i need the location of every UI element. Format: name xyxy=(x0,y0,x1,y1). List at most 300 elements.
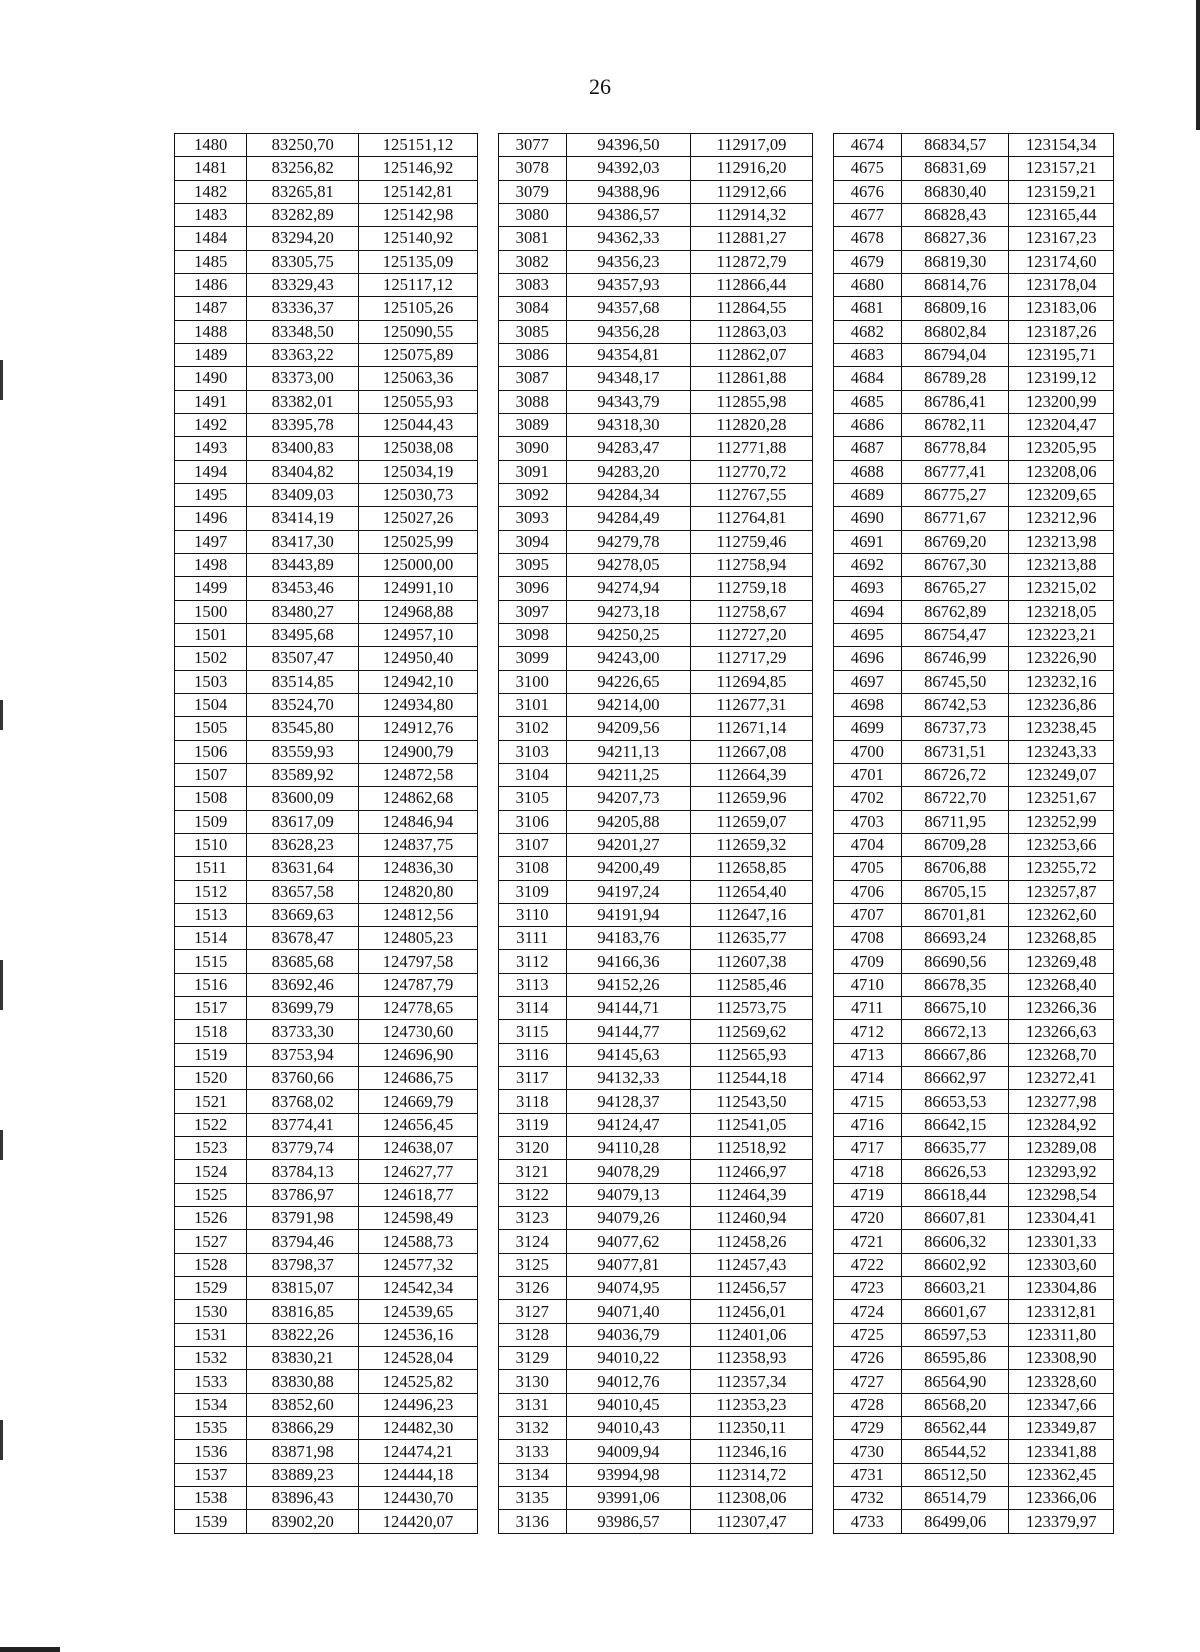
table-row xyxy=(175,1440,1114,1463)
y-coordinate-cell: 125000,00 xyxy=(359,553,478,576)
y-coordinate-cell: 123308,90 xyxy=(1009,1347,1114,1370)
table-row xyxy=(175,763,1114,786)
point-number-cell: 1537 xyxy=(175,1463,247,1486)
y-coordinate-cell: 112401,06 xyxy=(690,1323,812,1346)
scan-edge-right xyxy=(1196,0,1200,130)
group-separator xyxy=(477,1113,498,1136)
x-coordinate-cell: 83774,41 xyxy=(247,1113,359,1136)
x-coordinate-cell: 94318,30 xyxy=(566,413,690,436)
point-number-cell: 4723 xyxy=(833,1277,901,1300)
point-number-cell: 1510 xyxy=(175,833,247,856)
x-coordinate-cell: 86746,99 xyxy=(901,647,1009,670)
point-number-cell: 1498 xyxy=(175,553,247,576)
y-coordinate-cell: 112820,28 xyxy=(690,413,812,436)
point-number-cell: 3089 xyxy=(498,413,566,436)
y-coordinate-cell: 124805,23 xyxy=(359,927,478,950)
y-coordinate-cell: 124912,76 xyxy=(359,717,478,740)
y-coordinate-cell: 112767,55 xyxy=(690,483,812,506)
x-coordinate-cell: 86775,27 xyxy=(901,483,1009,506)
y-coordinate-cell: 124812,56 xyxy=(359,903,478,926)
x-coordinate-cell: 83896,43 xyxy=(247,1487,359,1510)
y-coordinate-cell: 112664,39 xyxy=(690,763,812,786)
group-separator xyxy=(477,577,498,600)
point-number-cell: 3125 xyxy=(498,1253,566,1276)
point-number-cell: 3100 xyxy=(498,670,566,693)
y-coordinate-cell: 123252,99 xyxy=(1009,810,1114,833)
table-row xyxy=(175,1253,1114,1276)
x-coordinate-cell: 94074,95 xyxy=(566,1277,690,1300)
point-number-cell: 3093 xyxy=(498,507,566,530)
y-coordinate-cell: 112607,38 xyxy=(690,950,812,973)
x-coordinate-cell: 83545,80 xyxy=(247,717,359,740)
point-number-cell: 3086 xyxy=(498,343,566,366)
x-coordinate-cell: 83692,46 xyxy=(247,973,359,996)
point-number-cell: 4690 xyxy=(833,507,901,530)
group-separator xyxy=(813,250,834,273)
x-coordinate-cell: 94343,79 xyxy=(566,390,690,413)
point-number-cell: 1538 xyxy=(175,1487,247,1510)
x-coordinate-cell: 83524,70 xyxy=(247,693,359,716)
y-coordinate-cell: 112457,43 xyxy=(690,1253,812,1276)
x-coordinate-cell: 94012,76 xyxy=(566,1370,690,1393)
y-coordinate-cell: 124900,79 xyxy=(359,740,478,763)
point-number-cell: 3088 xyxy=(498,390,566,413)
group-separator xyxy=(477,647,498,670)
y-coordinate-cell: 124598,49 xyxy=(359,1207,478,1230)
x-coordinate-cell: 86762,89 xyxy=(901,600,1009,623)
x-coordinate-cell: 86789,28 xyxy=(901,367,1009,390)
group-separator xyxy=(477,950,498,973)
group-separator xyxy=(477,437,498,460)
point-number-cell: 4709 xyxy=(833,950,901,973)
group-separator xyxy=(477,717,498,740)
x-coordinate-cell: 86726,72 xyxy=(901,763,1009,786)
table-row xyxy=(175,227,1114,250)
x-coordinate-cell: 83305,75 xyxy=(247,250,359,273)
point-number-cell: 1523 xyxy=(175,1137,247,1160)
group-separator xyxy=(477,600,498,623)
group-separator xyxy=(477,1020,498,1043)
group-separator xyxy=(813,857,834,880)
point-number-cell: 4696 xyxy=(833,647,901,670)
group-separator xyxy=(477,1417,498,1440)
y-coordinate-cell: 112659,07 xyxy=(690,810,812,833)
point-number-cell: 4688 xyxy=(833,460,901,483)
point-number-cell: 4699 xyxy=(833,717,901,740)
x-coordinate-cell: 83382,01 xyxy=(247,390,359,413)
table-row xyxy=(175,460,1114,483)
y-coordinate-cell: 112872,79 xyxy=(690,250,812,273)
x-coordinate-cell: 83373,00 xyxy=(247,367,359,390)
x-coordinate-cell: 86693,24 xyxy=(901,927,1009,950)
point-number-cell: 3126 xyxy=(498,1277,566,1300)
point-number-cell: 4713 xyxy=(833,1043,901,1066)
table-row xyxy=(175,1137,1114,1160)
table-row xyxy=(175,997,1114,1020)
point-number-cell: 3118 xyxy=(498,1090,566,1113)
x-coordinate-cell: 94284,34 xyxy=(566,483,690,506)
x-coordinate-cell: 83753,94 xyxy=(247,1043,359,1066)
x-coordinate-cell: 94077,81 xyxy=(566,1253,690,1276)
group-separator xyxy=(813,157,834,180)
x-coordinate-cell: 94036,79 xyxy=(566,1323,690,1346)
point-number-cell: 4706 xyxy=(833,880,901,903)
point-number-cell: 1483 xyxy=(175,203,247,226)
group-separator xyxy=(813,273,834,296)
point-number-cell: 1505 xyxy=(175,717,247,740)
y-coordinate-cell: 123238,45 xyxy=(1009,717,1114,740)
y-coordinate-cell: 124820,80 xyxy=(359,880,478,903)
point-number-cell: 4700 xyxy=(833,740,901,763)
table-row xyxy=(175,273,1114,296)
y-coordinate-cell: 123204,47 xyxy=(1009,413,1114,436)
point-number-cell: 3108 xyxy=(498,857,566,880)
x-coordinate-cell: 83631,64 xyxy=(247,857,359,880)
point-number-cell: 1514 xyxy=(175,927,247,950)
point-number-cell: 4701 xyxy=(833,763,901,786)
point-number-cell: 1480 xyxy=(175,134,247,157)
x-coordinate-cell: 83794,46 xyxy=(247,1230,359,1253)
group-separator xyxy=(477,367,498,390)
group-separator xyxy=(813,1207,834,1230)
y-coordinate-cell: 123165,44 xyxy=(1009,203,1114,226)
x-coordinate-cell: 86771,67 xyxy=(901,507,1009,530)
point-number-cell: 3135 xyxy=(498,1487,566,1510)
x-coordinate-cell: 94071,40 xyxy=(566,1300,690,1323)
table-row xyxy=(175,1230,1114,1253)
x-coordinate-cell: 83902,20 xyxy=(247,1510,359,1533)
point-number-cell: 1521 xyxy=(175,1090,247,1113)
table-row xyxy=(175,1207,1114,1230)
group-separator xyxy=(477,927,498,950)
group-separator xyxy=(477,1067,498,1090)
point-number-cell: 4693 xyxy=(833,577,901,600)
table-row xyxy=(175,530,1114,553)
y-coordinate-cell: 124669,79 xyxy=(359,1090,478,1113)
x-coordinate-cell: 94078,29 xyxy=(566,1160,690,1183)
point-number-cell: 3085 xyxy=(498,320,566,343)
y-coordinate-cell: 124968,88 xyxy=(359,600,478,623)
group-separator xyxy=(813,1160,834,1183)
x-coordinate-cell: 94205,88 xyxy=(566,810,690,833)
group-separator xyxy=(477,880,498,903)
x-coordinate-cell: 94144,71 xyxy=(566,997,690,1020)
group-separator xyxy=(477,460,498,483)
y-coordinate-cell: 124730,60 xyxy=(359,1020,478,1043)
x-coordinate-cell: 83784,13 xyxy=(247,1160,359,1183)
y-coordinate-cell: 124991,10 xyxy=(359,577,478,600)
y-coordinate-cell: 123349,87 xyxy=(1009,1417,1114,1440)
x-coordinate-cell: 83559,93 xyxy=(247,740,359,763)
x-coordinate-cell: 83669,63 xyxy=(247,903,359,926)
x-coordinate-cell: 86603,21 xyxy=(901,1277,1009,1300)
y-coordinate-cell: 112314,72 xyxy=(690,1463,812,1486)
y-coordinate-cell: 112647,16 xyxy=(690,903,812,926)
group-separator xyxy=(813,880,834,903)
y-coordinate-cell: 125140,92 xyxy=(359,227,478,250)
y-coordinate-cell: 112456,01 xyxy=(690,1300,812,1323)
y-coordinate-cell: 124696,90 xyxy=(359,1043,478,1066)
point-number-cell: 1491 xyxy=(175,390,247,413)
table-row xyxy=(175,810,1114,833)
scan-edge-left xyxy=(0,0,6,1652)
point-number-cell: 3099 xyxy=(498,647,566,670)
point-number-cell: 3083 xyxy=(498,273,566,296)
x-coordinate-cell: 83786,97 xyxy=(247,1183,359,1206)
group-separator xyxy=(813,227,834,250)
table-row xyxy=(175,250,1114,273)
point-number-cell: 1501 xyxy=(175,623,247,646)
point-number-cell: 1496 xyxy=(175,507,247,530)
point-number-cell: 1493 xyxy=(175,437,247,460)
y-coordinate-cell: 124872,58 xyxy=(359,763,478,786)
x-coordinate-cell: 94274,94 xyxy=(566,577,690,600)
x-coordinate-cell: 83871,98 xyxy=(247,1440,359,1463)
x-coordinate-cell: 86828,43 xyxy=(901,203,1009,226)
point-number-cell: 4733 xyxy=(833,1510,901,1533)
group-separator xyxy=(477,693,498,716)
point-number-cell: 4683 xyxy=(833,343,901,366)
y-coordinate-cell: 124656,45 xyxy=(359,1113,478,1136)
x-coordinate-cell: 86711,95 xyxy=(901,810,1009,833)
y-coordinate-cell: 112881,27 xyxy=(690,227,812,250)
y-coordinate-cell: 123209,65 xyxy=(1009,483,1114,506)
y-coordinate-cell: 123379,97 xyxy=(1009,1510,1114,1533)
x-coordinate-cell: 83329,43 xyxy=(247,273,359,296)
table-row xyxy=(175,483,1114,506)
y-coordinate-cell: 112350,11 xyxy=(690,1417,812,1440)
point-number-cell: 3079 xyxy=(498,180,566,203)
point-number-cell: 3077 xyxy=(498,134,566,157)
point-number-cell: 4676 xyxy=(833,180,901,203)
group-separator xyxy=(813,390,834,413)
group-separator xyxy=(477,1463,498,1486)
y-coordinate-cell: 125090,55 xyxy=(359,320,478,343)
y-coordinate-cell: 124950,40 xyxy=(359,647,478,670)
group-separator xyxy=(477,134,498,157)
group-separator xyxy=(477,973,498,996)
y-coordinate-cell: 125135,09 xyxy=(359,250,478,273)
y-coordinate-cell: 123253,66 xyxy=(1009,833,1114,856)
y-coordinate-cell: 112912,66 xyxy=(690,180,812,203)
x-coordinate-cell: 86709,28 xyxy=(901,833,1009,856)
group-separator xyxy=(477,297,498,320)
y-coordinate-cell: 123284,92 xyxy=(1009,1113,1114,1136)
point-number-cell: 1517 xyxy=(175,997,247,1020)
table-row xyxy=(175,950,1114,973)
group-separator xyxy=(813,810,834,833)
group-separator xyxy=(813,1440,834,1463)
y-coordinate-cell: 125025,99 xyxy=(359,530,478,553)
group-separator xyxy=(813,647,834,670)
x-coordinate-cell: 86626,53 xyxy=(901,1160,1009,1183)
y-coordinate-cell: 112460,94 xyxy=(690,1207,812,1230)
x-coordinate-cell: 86512,50 xyxy=(901,1463,1009,1486)
table-row xyxy=(175,973,1114,996)
group-separator xyxy=(477,810,498,833)
table-row xyxy=(175,623,1114,646)
y-coordinate-cell: 112565,93 xyxy=(690,1043,812,1066)
y-coordinate-cell: 123312,81 xyxy=(1009,1300,1114,1323)
y-coordinate-cell: 123311,80 xyxy=(1009,1323,1114,1346)
y-coordinate-cell: 112466,97 xyxy=(690,1160,812,1183)
point-number-cell: 1535 xyxy=(175,1417,247,1440)
group-separator xyxy=(477,1300,498,1323)
y-coordinate-cell: 123257,87 xyxy=(1009,880,1114,903)
point-number-cell: 1515 xyxy=(175,950,247,973)
x-coordinate-cell: 94250,25 xyxy=(566,623,690,646)
point-number-cell: 1539 xyxy=(175,1510,247,1533)
y-coordinate-cell: 112346,16 xyxy=(690,1440,812,1463)
table-row xyxy=(175,297,1114,320)
table-row xyxy=(175,1393,1114,1416)
point-number-cell: 3129 xyxy=(498,1347,566,1370)
group-separator xyxy=(477,833,498,856)
point-number-cell: 3124 xyxy=(498,1230,566,1253)
point-number-cell: 1522 xyxy=(175,1113,247,1136)
point-number-cell: 1516 xyxy=(175,973,247,996)
group-separator xyxy=(477,507,498,530)
y-coordinate-cell: 124430,70 xyxy=(359,1487,478,1510)
y-coordinate-cell: 125146,92 xyxy=(359,157,478,180)
point-number-cell: 3122 xyxy=(498,1183,566,1206)
group-separator xyxy=(813,1393,834,1416)
y-coordinate-cell: 112658,85 xyxy=(690,857,812,880)
point-number-cell: 4687 xyxy=(833,437,901,460)
point-number-cell: 1536 xyxy=(175,1440,247,1463)
x-coordinate-cell: 83678,47 xyxy=(247,927,359,950)
x-coordinate-cell: 86601,67 xyxy=(901,1300,1009,1323)
group-separator xyxy=(813,693,834,716)
x-coordinate-cell: 94396,50 xyxy=(566,134,690,157)
point-number-cell: 4708 xyxy=(833,927,901,950)
x-coordinate-cell: 83480,27 xyxy=(247,600,359,623)
group-separator xyxy=(813,1323,834,1346)
group-separator xyxy=(813,553,834,576)
table-row xyxy=(175,134,1114,157)
y-coordinate-cell: 112659,32 xyxy=(690,833,812,856)
table-row xyxy=(175,1043,1114,1066)
y-coordinate-cell: 125027,26 xyxy=(359,507,478,530)
group-separator xyxy=(477,670,498,693)
x-coordinate-cell: 83363,22 xyxy=(247,343,359,366)
y-coordinate-cell: 125063,36 xyxy=(359,367,478,390)
y-coordinate-cell: 124542,34 xyxy=(359,1277,478,1300)
x-coordinate-cell: 83507,47 xyxy=(247,647,359,670)
y-coordinate-cell: 112677,31 xyxy=(690,693,812,716)
x-coordinate-cell: 94152,26 xyxy=(566,973,690,996)
point-number-cell: 3101 xyxy=(498,693,566,716)
y-coordinate-cell: 112771,88 xyxy=(690,437,812,460)
x-coordinate-cell: 86690,56 xyxy=(901,950,1009,973)
x-coordinate-cell: 86705,15 xyxy=(901,880,1009,903)
point-number-cell: 1527 xyxy=(175,1230,247,1253)
y-coordinate-cell: 124444,18 xyxy=(359,1463,478,1486)
x-coordinate-cell: 86722,70 xyxy=(901,787,1009,810)
point-number-cell: 1524 xyxy=(175,1160,247,1183)
point-number-cell: 3078 xyxy=(498,157,566,180)
point-number-cell: 3120 xyxy=(498,1137,566,1160)
x-coordinate-cell: 86731,51 xyxy=(901,740,1009,763)
x-coordinate-cell: 83514,85 xyxy=(247,670,359,693)
x-coordinate-cell: 83600,09 xyxy=(247,787,359,810)
y-coordinate-cell: 123215,02 xyxy=(1009,577,1114,600)
x-coordinate-cell: 83409,03 xyxy=(247,483,359,506)
y-coordinate-cell: 124787,79 xyxy=(359,973,478,996)
group-separator xyxy=(813,1510,834,1533)
y-coordinate-cell: 123366,06 xyxy=(1009,1487,1114,1510)
y-coordinate-cell: 123293,92 xyxy=(1009,1160,1114,1183)
y-coordinate-cell: 112308,06 xyxy=(690,1487,812,1510)
point-number-cell: 3091 xyxy=(498,460,566,483)
table-row xyxy=(175,903,1114,926)
y-coordinate-cell: 123183,06 xyxy=(1009,297,1114,320)
y-coordinate-cell: 123178,04 xyxy=(1009,273,1114,296)
x-coordinate-cell: 93991,06 xyxy=(566,1487,690,1510)
table-row xyxy=(175,553,1114,576)
y-coordinate-cell: 123251,67 xyxy=(1009,787,1114,810)
x-coordinate-cell: 83294,20 xyxy=(247,227,359,250)
y-coordinate-cell: 123232,16 xyxy=(1009,670,1114,693)
y-coordinate-cell: 123341,88 xyxy=(1009,1440,1114,1463)
y-coordinate-cell: 124836,30 xyxy=(359,857,478,880)
group-separator xyxy=(813,1300,834,1323)
point-number-cell: 3109 xyxy=(498,880,566,903)
x-coordinate-cell: 86514,79 xyxy=(901,1487,1009,1510)
y-coordinate-cell: 124618,77 xyxy=(359,1183,478,1206)
point-number-cell: 4720 xyxy=(833,1207,901,1230)
x-coordinate-cell: 83889,23 xyxy=(247,1463,359,1486)
y-coordinate-cell: 124942,10 xyxy=(359,670,478,693)
group-separator xyxy=(477,320,498,343)
point-number-cell: 4732 xyxy=(833,1487,901,1510)
x-coordinate-cell: 94010,22 xyxy=(566,1347,690,1370)
x-coordinate-cell: 94200,49 xyxy=(566,857,690,880)
group-separator xyxy=(813,1230,834,1253)
y-coordinate-cell: 124638,07 xyxy=(359,1137,478,1160)
table-row xyxy=(175,600,1114,623)
x-coordinate-cell: 83265,81 xyxy=(247,180,359,203)
group-separator xyxy=(813,483,834,506)
y-coordinate-cell: 112862,07 xyxy=(690,343,812,366)
y-coordinate-cell: 112861,88 xyxy=(690,367,812,390)
x-coordinate-cell: 86769,20 xyxy=(901,530,1009,553)
point-number-cell: 4719 xyxy=(833,1183,901,1206)
group-separator xyxy=(477,1487,498,1510)
group-separator xyxy=(477,763,498,786)
x-coordinate-cell: 83336,37 xyxy=(247,297,359,320)
y-coordinate-cell: 112635,77 xyxy=(690,927,812,950)
group-separator xyxy=(477,203,498,226)
point-number-cell: 1492 xyxy=(175,413,247,436)
y-coordinate-cell: 123266,36 xyxy=(1009,997,1114,1020)
point-number-cell: 3113 xyxy=(498,973,566,996)
y-coordinate-cell: 123255,72 xyxy=(1009,857,1114,880)
point-number-cell: 3097 xyxy=(498,600,566,623)
point-number-cell: 4698 xyxy=(833,693,901,716)
table-row xyxy=(175,1067,1114,1090)
table-row xyxy=(175,647,1114,670)
y-coordinate-cell: 112307,47 xyxy=(690,1510,812,1533)
table-row xyxy=(175,577,1114,600)
y-coordinate-cell: 123199,12 xyxy=(1009,367,1114,390)
x-coordinate-cell: 94211,25 xyxy=(566,763,690,786)
group-separator xyxy=(813,437,834,460)
y-coordinate-cell: 112456,57 xyxy=(690,1277,812,1300)
x-coordinate-cell: 94191,94 xyxy=(566,903,690,926)
y-coordinate-cell: 112759,18 xyxy=(690,577,812,600)
group-separator xyxy=(477,553,498,576)
